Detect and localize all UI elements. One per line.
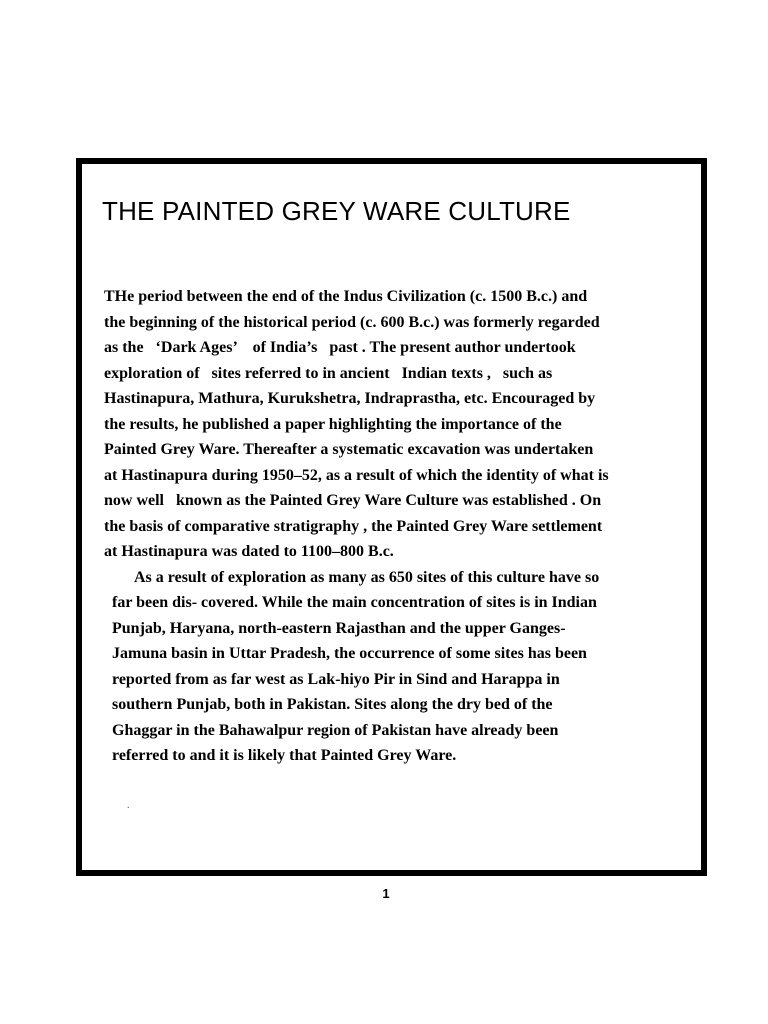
paragraph-2: [104, 565, 704, 769]
text-line: far been dis- covered. While the main concentration of sites is in Indian: [112, 594, 597, 611]
paragraph-1: [104, 284, 704, 565]
text-line: Ghaggar in the Bahawalpur region of Pakistan have already been: [112, 721, 559, 739]
text-line: Punjab, Haryana, north-eastern Rajasthan and the upper Ganges-: [112, 619, 566, 637]
text-line: as the ‘Dark Ages’ of India’s past . The present author undertook: [104, 339, 576, 356]
stray-mark: .: [127, 800, 130, 811]
text-line: THe period between the end of the Indus Civilization (c. 1500 B.c.) and: [104, 288, 588, 305]
text-line: Hastinapura, Mathura, Kurukshetra, Indraprastha, etc. Encouraged by: [104, 390, 596, 407]
bordered-content-frame: [76, 158, 707, 876]
body-text: [104, 284, 704, 769]
text-line: southern Punjab, both in Pakistan. Sites along the dry bed of the: [112, 696, 553, 713]
text-line: Jamuna basin in Uttar Pradesh, the occurrence of some sites has been: [112, 645, 587, 662]
text-line: the basis of comparative stratigraphy , the Painted Grey Ware settlement: [104, 517, 603, 535]
text-line: the beginning of the historical period (c. 600 B.c.) was formerly regarded: [104, 313, 600, 331]
text-line: at Hastinapura was dated to 1100–800 B.c.: [104, 543, 394, 560]
text-line: now well known as the Painted Grey Ware Culture was established . On: [104, 492, 602, 509]
text-line: exploration of sites referred to in ancient Indian texts , such as: [104, 364, 553, 382]
page-number: 1: [382, 886, 390, 901]
text-line: As a result of exploration as many as 650 sites of this culture have so: [134, 568, 600, 586]
text-line: reported from as far west as Lak-hiyo Pir in Sind and Harappa in: [112, 670, 560, 688]
document-title: THE PAINTED GREY WARE CULTURE: [102, 196, 571, 226]
text-line: the results, he published a paper highlighting the importance of the: [104, 415, 562, 433]
text-line: at Hastinapura during 1950–52, as a result of which the identity of what is: [104, 466, 609, 484]
text-line: referred to and it is likely that Painted Grey Ware.: [112, 747, 457, 764]
text-line: Painted Grey Ware. Thereafter a systematic excavation was undertaken: [104, 441, 594, 458]
